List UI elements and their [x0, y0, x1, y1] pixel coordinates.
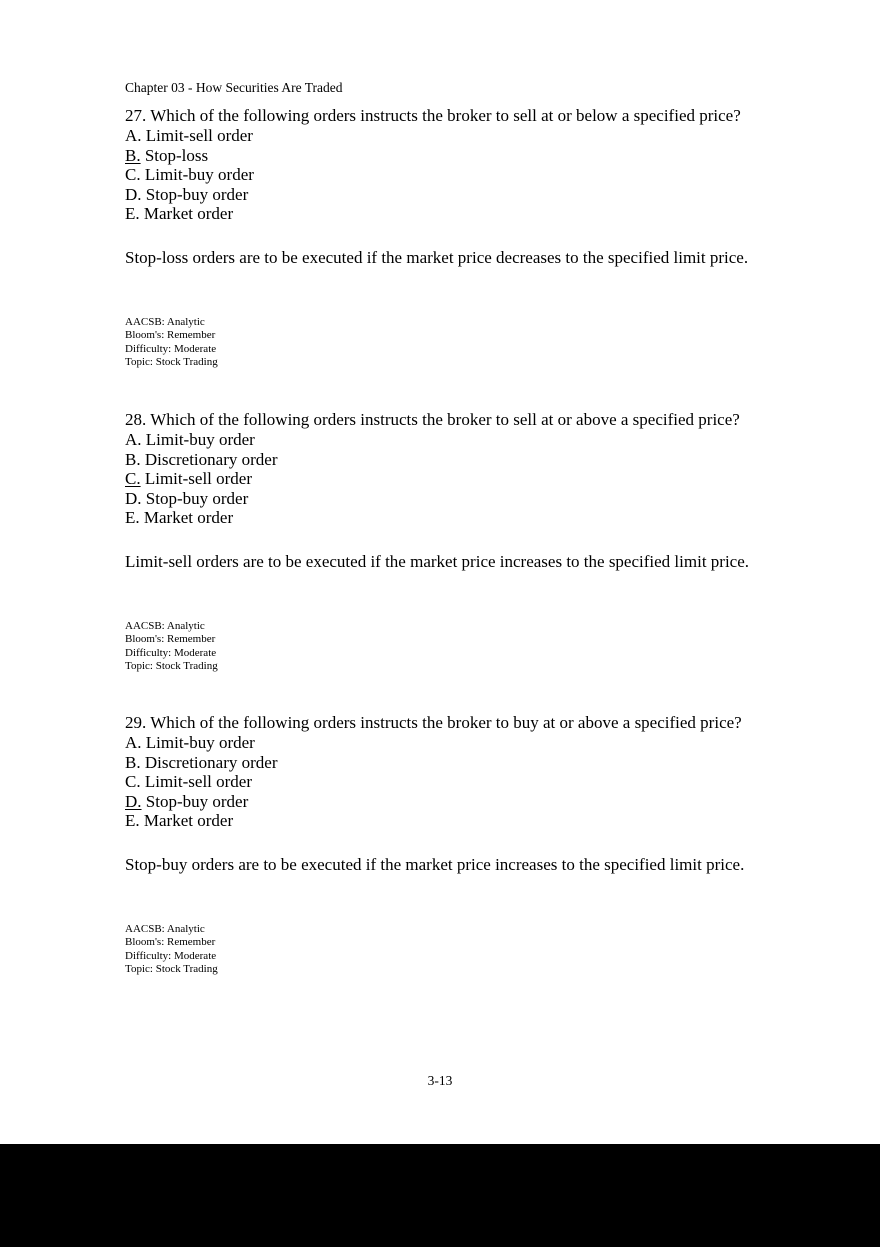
meta-blooms: Bloom's: Remember [125, 329, 216, 342]
option-e [125, 811, 825, 831]
question-stem [125, 106, 825, 126]
option-e [125, 508, 825, 528]
meta-topic: Topic: Stock Trading [125, 962, 218, 975]
option-a [125, 733, 825, 753]
option-letter: E. [125, 508, 140, 528]
option-text: Stop-buy order [145, 184, 249, 204]
answer-explanation: Limit-sell orders are to be executed if the market price increases to the specified limit price. [125, 551, 750, 571]
option-d [125, 185, 825, 205]
option-text: Stop-buy order [145, 791, 249, 811]
option-text: Market order [143, 204, 234, 224]
question-27 [125, 106, 825, 369]
option-text: Stop-buy order [145, 488, 249, 508]
option-text: Limit-buy order [144, 165, 254, 185]
answer-explanation: Stop-loss orders are to be executed if the market price decreases to the specified limit price. [125, 247, 749, 267]
option-letter: E. [125, 204, 140, 224]
question-number: 28. [125, 410, 147, 429]
answer-explanation: Stop-buy orders are to be executed if the market price increases to the specified limit price. [125, 854, 745, 874]
option-text: Limit-sell order [144, 772, 253, 792]
meta-difficulty: Difficulty: Moderate [125, 342, 217, 355]
option-letter: C. [125, 165, 141, 185]
meta-blooms: Bloom's: Remember [125, 633, 216, 646]
question-number: 27. [125, 106, 147, 125]
option-text: Limit-buy order [145, 430, 255, 449]
option-b [125, 450, 825, 470]
option-text: Discretionary order [144, 752, 278, 772]
option-a [125, 126, 825, 146]
option-letter: A. [125, 430, 142, 449]
option-b [125, 753, 825, 773]
question-text: Which of the following orders instructs the broker to sell at or above a specified price? [150, 410, 740, 429]
question-28 [125, 410, 825, 673]
option-letter: A. [125, 126, 142, 145]
meta-aacsb: AACSB: Analytic [125, 315, 205, 328]
option-letter: B. [125, 752, 141, 772]
option-letter-correct: D. [125, 791, 142, 811]
question-metadata [125, 923, 825, 976]
meta-topic: Topic: Stock Trading [125, 659, 218, 672]
question-29 [125, 713, 825, 976]
option-c-correct [125, 469, 825, 489]
option-text: Market order [143, 508, 234, 528]
option-b-correct [125, 146, 825, 166]
viewer-background [0, 1144, 880, 1247]
question-text: Which of the following orders instructs the broker to sell at or below a specified price? [150, 106, 741, 125]
question-stem [125, 410, 825, 430]
meta-difficulty: Difficulty: Moderate [125, 646, 217, 659]
option-letter: D. [125, 184, 142, 204]
option-text: Limit-sell order [144, 469, 253, 489]
meta-topic: Topic: Stock Trading [125, 355, 218, 368]
question-stem [125, 713, 825, 733]
option-c [125, 772, 825, 792]
option-d-correct [125, 792, 825, 812]
option-letter-correct: C. [125, 469, 141, 489]
question-text: Which of the following orders instructs the broker to buy at or above a specified price? [150, 713, 742, 732]
option-letter: B. [125, 449, 141, 469]
option-e [125, 204, 825, 224]
option-letter: C. [125, 772, 141, 792]
option-letter: A. [125, 733, 142, 752]
option-a [125, 430, 825, 450]
option-text: Discretionary order [144, 449, 278, 469]
meta-aacsb: AACSB: Analytic [125, 619, 205, 632]
page-number: 3-13 [427, 1073, 453, 1088]
option-c [125, 165, 825, 185]
option-text: Limit-buy order [145, 733, 255, 752]
option-d [125, 489, 825, 509]
option-text: Limit-sell order [145, 126, 253, 145]
meta-blooms: Bloom's: Remember [125, 936, 216, 949]
option-letter: D. [125, 488, 142, 508]
option-text: Market order [143, 811, 234, 831]
question-metadata [125, 316, 825, 369]
chapter-header: Chapter 03 - How Securities Are Traded [125, 80, 343, 95]
question-number: 29. [125, 713, 147, 732]
option-letter: E. [125, 811, 140, 831]
meta-aacsb: AACSB: Analytic [125, 922, 205, 935]
meta-difficulty: Difficulty: Moderate [125, 949, 217, 962]
option-text: Stop-loss [144, 145, 209, 165]
question-metadata [125, 620, 825, 673]
option-letter-correct: B. [125, 145, 141, 165]
